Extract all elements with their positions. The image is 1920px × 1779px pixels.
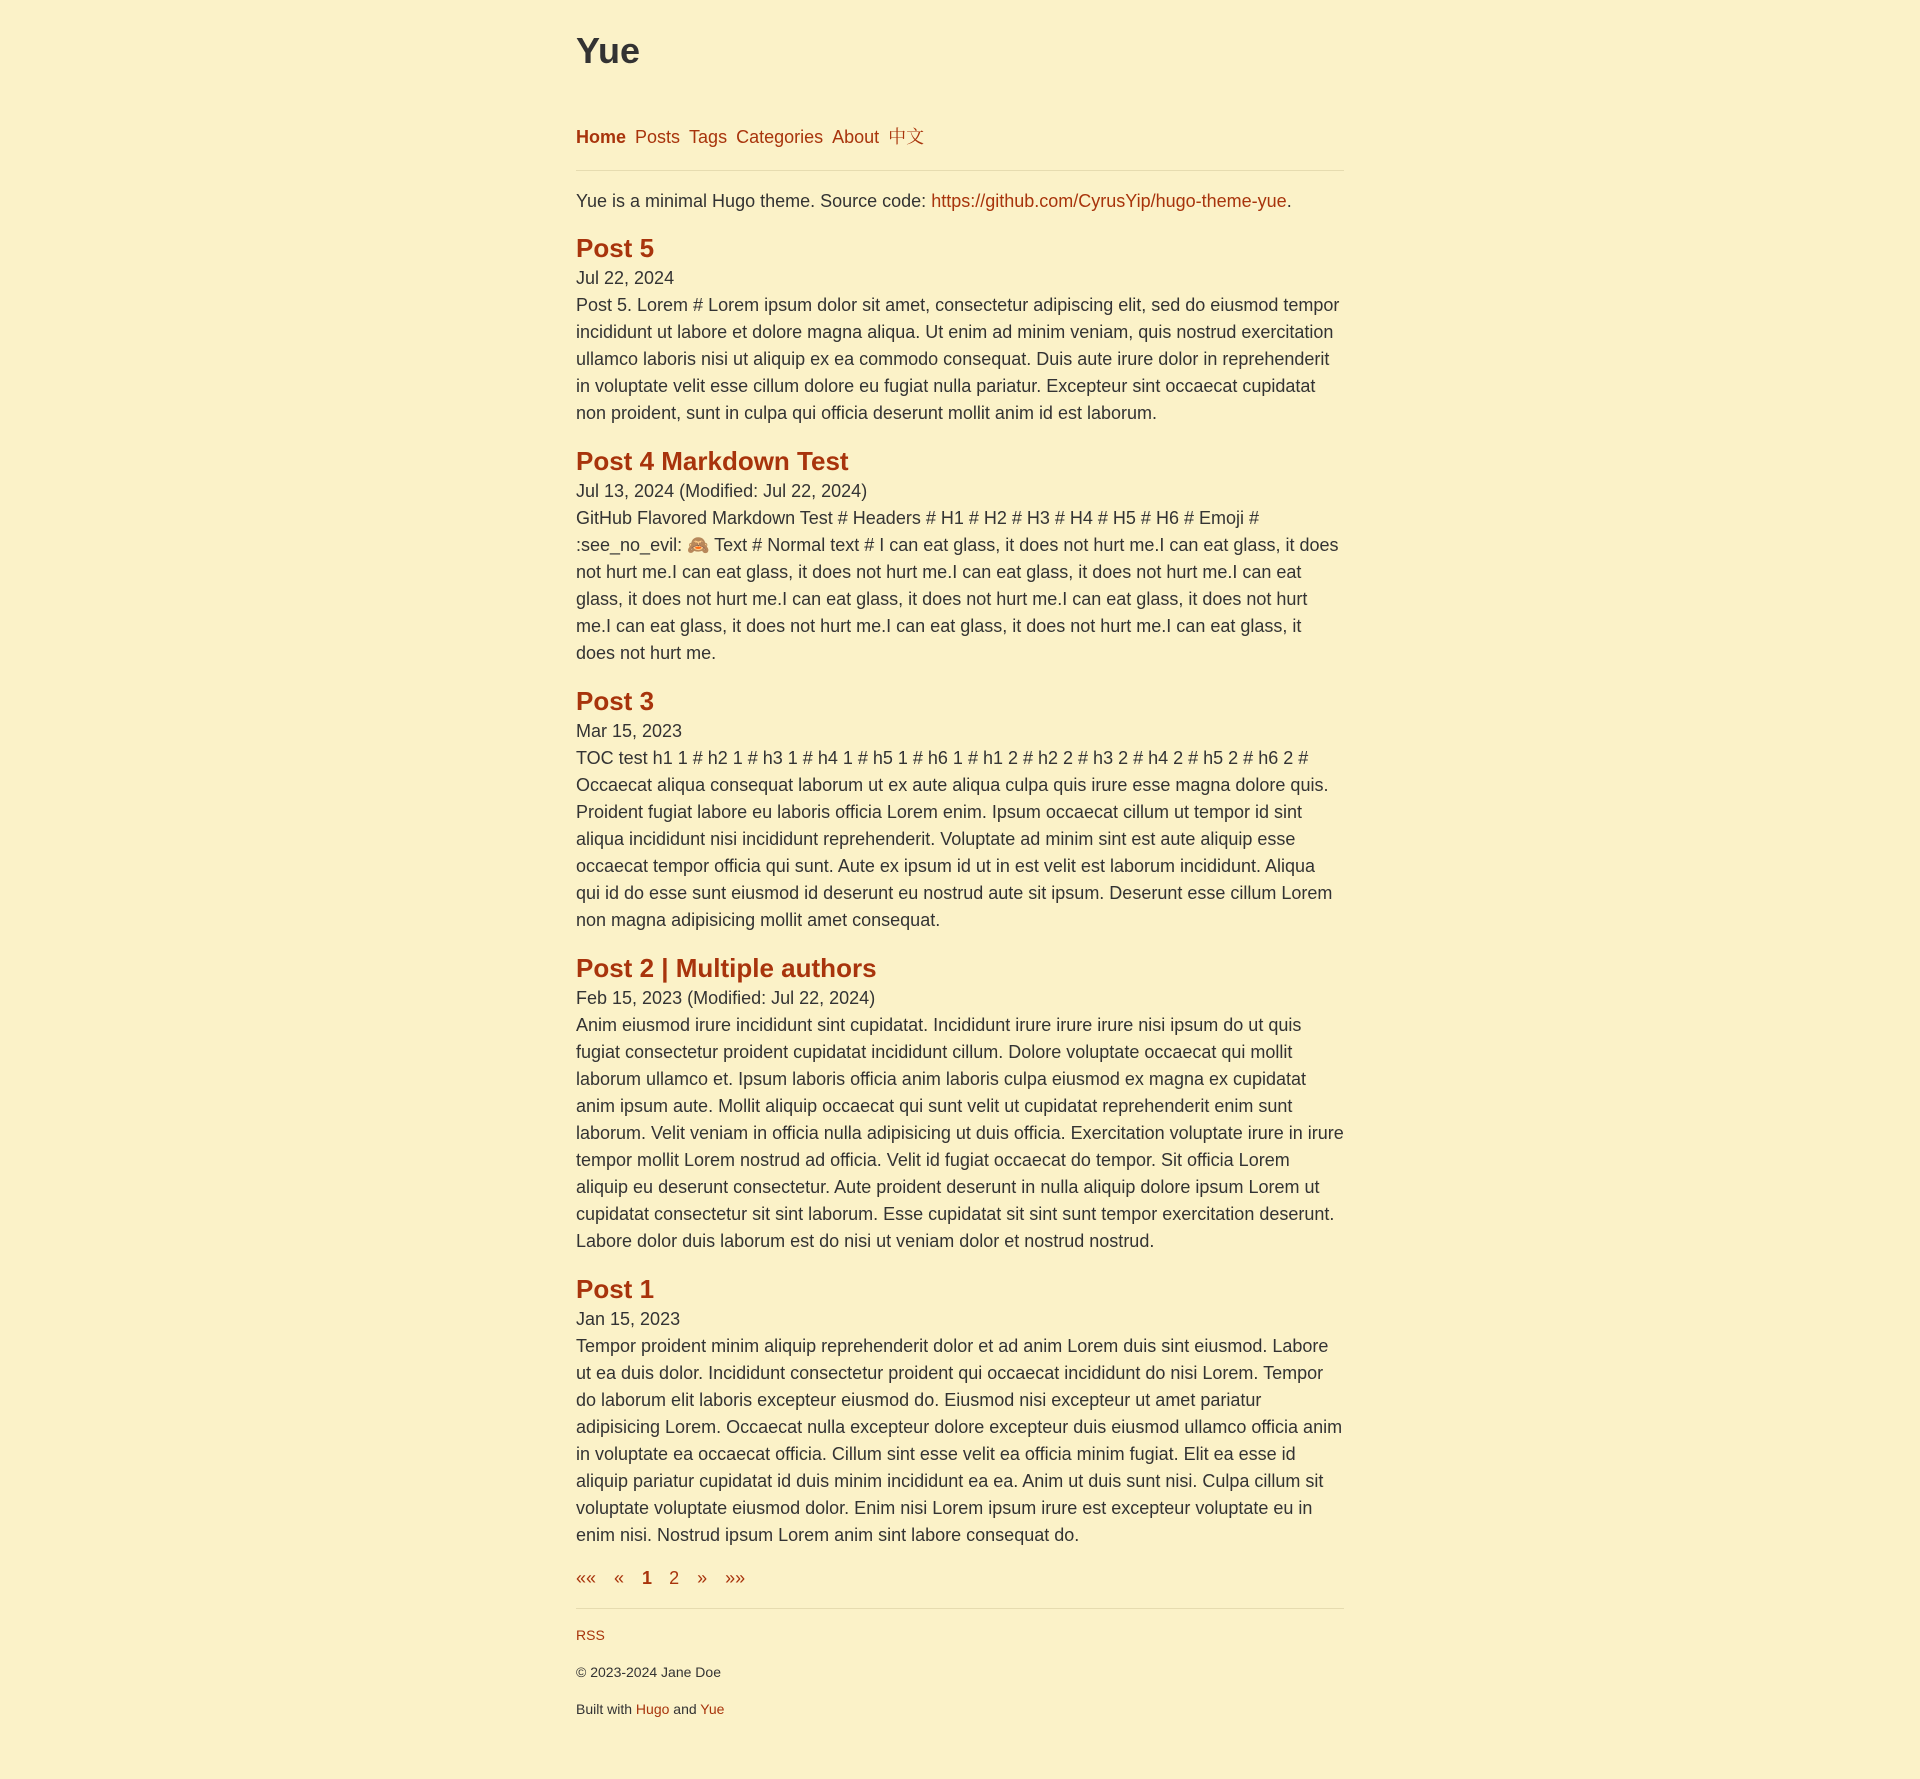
post-title-link[interactable]: Post 3: [576, 686, 655, 716]
site-intro: [576, 188, 1344, 215]
post-date: Jan 15, 2023: [576, 1309, 681, 1329]
post-title: [576, 1272, 1344, 1306]
pagination: [576, 1566, 1344, 1590]
post-title-link[interactable]: Post 5: [576, 233, 655, 263]
nav-about[interactable]: About: [832, 127, 880, 147]
yue-link[interactable]: Yue: [700, 1701, 725, 1717]
built-prefix: Built with: [576, 1701, 636, 1717]
rss-link[interactable]: RSS: [576, 1627, 605, 1643]
header-divider: [576, 170, 1344, 171]
nav-tags[interactable]: Tags: [689, 127, 728, 147]
post-item: [576, 951, 1344, 1255]
site-header: [576, 28, 1344, 171]
pagination-first[interactable]: ««: [576, 1568, 597, 1588]
main-content: [576, 188, 1344, 1590]
pagination-current-page: 1: [642, 1568, 653, 1588]
post-title: [576, 951, 1344, 985]
intro-text: Yue is a minimal Hugo theme. Source code:: [576, 191, 932, 211]
pagination-prev[interactable]: «: [614, 1568, 625, 1588]
post-title-link[interactable]: Post 1: [576, 1274, 655, 1304]
site-title: Yue: [576, 30, 641, 71]
pagination-last[interactable]: »»: [725, 1568, 746, 1588]
post-summary: Tempor proident minim aliquip reprehenderit dolor et ad anim Lorem duis sint eiusmod. Labore ut ea duis dolor. Incididunt consectetur proident qui occaecat incididunt do nisi Lorem. Tempor do laborum elit laboris excepteur eiusmod do. Eiusmod nisi excepteur ut amet pariatur adipisicing Lorem. Occaecat nulla excepteur dolore excepteur duis eiusmod ullamco officia anim in voluptate ea occaecat officia. Cillum sint esse velit ea officia minim fugiat. Elit ea esse id aliquip pariatur cupidatat id duis minim incididunt ea ea. Anim ut duis sunt nisi. Culpa cillum sit voluptate voluptate eiusmod dolor. Enim nisi Lorem ipsum irure est excepteur voluptate eu in enim nisi. Nostrud ipsum Lorem anim sint labore consequat do.: [576, 1336, 1343, 1545]
post-title-link[interactable]: Post 2 | Multiple authors: [576, 953, 877, 983]
footer-divider: [576, 1608, 1344, 1609]
post-date: Feb 15, 2023 (Modified: Jul 22, 2024): [576, 988, 876, 1008]
post-item: [576, 444, 1344, 667]
post-item: [576, 684, 1344, 934]
post-date: Jul 13, 2024 (Modified: Jul 22, 2024): [576, 481, 868, 501]
site-footer: [576, 1625, 1344, 1719]
pagination-page-2[interactable]: 2: [669, 1568, 680, 1588]
post-date: Mar 15, 2023: [576, 721, 683, 741]
post-title-link[interactable]: Post 4 Markdown Test: [576, 446, 849, 476]
nav-language-chinese[interactable]: 中文: [888, 127, 925, 147]
main-nav: [576, 126, 1344, 148]
nav-home[interactable]: Home: [576, 127, 627, 147]
post-title: [576, 684, 1344, 718]
post-list: [576, 231, 1344, 1549]
nav-categories[interactable]: Categories: [736, 127, 824, 147]
pagination-next[interactable]: »: [697, 1568, 708, 1588]
hugo-link[interactable]: Hugo: [635, 1701, 670, 1717]
post-item: [576, 231, 1344, 427]
built-with: [576, 1699, 1344, 1719]
post-title: [576, 231, 1344, 265]
page-container: [576, 0, 1344, 1719]
post-date: Jul 22, 2024: [576, 268, 675, 288]
post-summary: Anim eiusmod irure incididunt sint cupidatat. Incididunt irure irure irure nisi ipsum do ut quis fugiat consectetur proident cupidatat incididunt cillum. Dolore voluptate occaecat qui mollit laborum ullamco et. Ipsum laboris officia anim laboris culpa eiusmod ex magna ex cupidatat anim ipsum aute. Mollit aliquip occaecat qui sunt velit ut cupidatat reprehenderit enim sunt laborum. Velit veniam in officia nulla adipisicing ut duis officia. Exercitation voluptate irure in irure tempor mollit Lorem nostrud ad officia. Velit id fugiat occaecat do tempor. Sit officia Lorem aliquip eu deserunt consectetur. Aute proident deserunt in nulla aliquip dolore ipsum Lorem ut cupidatat consectetur sit sint laborum. Esse cupidatat sit sint sunt tempor exercitation deserunt. Labore dolor duis laborum est do nisi ut veniam dolor et nostrud nostrud.: [576, 1015, 1344, 1251]
source-code-link[interactable]: https://github.com/CyrusYip/hugo-theme-yue: [931, 191, 1287, 211]
built-and: and: [669, 1701, 701, 1717]
copyright: © 2023-2024 Jane Doe: [576, 1664, 721, 1680]
post-summary: GitHub Flavored Markdown Test # Headers # H1 # H2 # H3 # H4 # H5 # H6 # Emoji # :see_no_evil: 🙈 Text # Normal text # I can eat glass, it does not hurt me.I can eat glass, it does not hurt me.I can eat glass, it does not hurt me.I can eat glass, it does not hurt me.I can eat glass, it does not hurt me.I can eat glass, it does not hurt me.I can eat glass, it does not hurt me.I can eat glass, it does not hurt me.I can eat glass, it does not hurt me.I can eat glass, it does not hurt me.: [576, 508, 1339, 663]
post-summary: TOC test h1 1 # h2 1 # h3 1 # h4 1 # h5 1 # h6 1 # h1 2 # h2 2 # h3 2 # h4 2 # h5 2 # h6 2 # Occaecat aliqua consequat laborum ut ex aute aliqua culpa quis irure esse magna dolore quis. Proident fugiat labore eu laboris officia Lorem enim. Ipsum occaecat cillum ut tempor id sint aliqua incididunt nisi incididunt reprehenderit. Voluptate ad minim sint est aute aliquip esse occaecat tempor officia qui sunt. Aute ex ipsum id ut in est velit est laborum incididunt. Aliqua qui id do esse sunt eiusmod id deserunt eu nostrud aute sit ipsum. Deserunt esse cillum Lorem non magna adipisicing mollit amet consequat.: [576, 748, 1333, 930]
post-summary: Post 5. Lorem # Lorem ipsum dolor sit amet, consectetur adipiscing elit, sed do eiusmod tempor incididunt ut labore et dolore magna aliqua. Ut enim ad minim veniam, quis nostrud exercitation ullamco laboris nisi ut aliquip ex ea commodo consequat. Duis aute irure dolor in reprehenderit in voluptate velit esse cillum dolore eu fugiat nulla pariatur. Excepteur sint occaecat cupidatat non proident, sunt in culpa qui officia deserunt mollit anim id est laborum.: [576, 295, 1340, 423]
post-title: [576, 444, 1344, 478]
nav-posts[interactable]: Posts: [635, 127, 681, 147]
post-item: [576, 1272, 1344, 1549]
intro-end: .: [1286, 191, 1292, 211]
rss-row: [576, 1625, 1344, 1645]
